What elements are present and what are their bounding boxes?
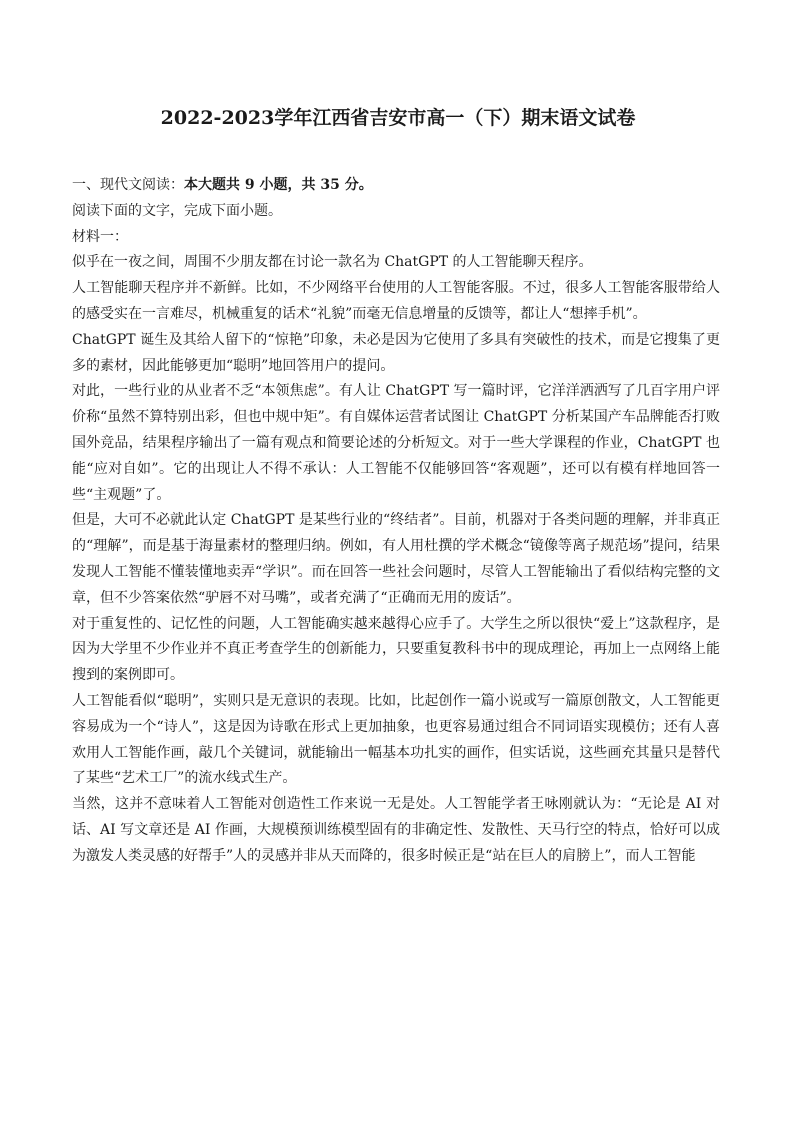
section-prefix: 一、现代文阅读： [72, 177, 184, 193]
document-body [72, 173, 720, 870]
paragraph: 人工智能看似“聪明”，实则只是无意识的表现。比如，比起创作一篇小说或写一篇原创散文，人工智能更容易成为一个“诗人”，这是因为诗歌在形式上更加抽象，也更容易通过组合不同词语实现模仿；还有人喜欢用人工智能作画，敲几个关键词，就能输出一幅基本功扎实的画作，但实话说，这些画充其量只是替代了某些“艺术工厂”的流水线式生产。 [72, 692, 720, 787]
paragraph: ChatGPT 诞生及其给人留下的“惊艳”印象，未必是因为它使用了多具有突破性的技术，而是它搜集了更多的素材，因此能够更加“聪明”地回答用户的提问。 [72, 331, 720, 374]
paragraph: 对此，一些行业的从业者不乏“本领焦虑”。有人让 ChatGPT 写一篇时评，它洋洋洒洒写了几百字用户评价称“虽然不算特别出彩，但也中规中矩”。有自媒体运营者试图让 ChatGPT 分析某国产车品牌能否打败国外竞品，结果程序输出了一篇有观点和简要论述的分析短文。对于一些大学课程的作业，ChatGPT 也能“应对自如”。它的出现让人不得不承认：人工智能不仅能够回答“客观题”，还可以有模有样地回答一些“主观题”了。 [72, 383, 720, 503]
paragraph: 当然，这并不意味着人工智能对创造性工作来说一无是处。人工智能学者王咏刚就认为：“无论是 AI 对话、AI 写文章还是 AI 作画，大规模预训练模型固有的非确定性、发散性、天马行空的特点，恰好可以成为激发人类灵感的好帮手”人的灵感并非从天而降的，很多时候正是“站在巨人的肩膀上”，而人工智能 [72, 796, 720, 864]
paragraph: 似乎在一夜之间，周围不少朋友都在讨论一款名为 ChatGPT 的人工智能聊天程序。 [72, 254, 593, 271]
paragraph: 但是，大可不必就此认定 ChatGPT 是某些行业的“终结者”。目前，机器对于各类问题的理解，并非真正的“理解”，而是基于海量素材的整理归纳。例如，有人用杜撰的学术概念“镜像等离子规范场”提问，结果发现人工智能不懂装懂地卖弄“学识”。而在回答一些社会问题时，尽管人工智能输出了看似结构完整的文章，但不少答案依然“驴唇不对马嘴”，或者充满了“正确而无用的废话”。 [72, 512, 720, 606]
page-title: 2022-2023学年江西省吉安市高一（下）期末语文试卷 [160, 107, 636, 129]
instruction-text: 阅读下面的文字，完成下面小题。 [72, 202, 282, 219]
material-label: 材料一： [72, 228, 128, 245]
paragraph: 人工智能聊天程序并不新鲜。比如，不少网络平台使用的人工智能客服。不过，很多人工智能客服带给人的感受实在一言难尽，机械重复的话术“礼貌”而毫无信息增量的反馈等，都让人“想摔手机”。 [72, 280, 720, 322]
paragraph: 对于重复性的、记忆性的问题，人工智能确实越来越得心应手了。大学生之所以很快“爱上”这款程序，是因为大学里不少作业并不真正考查学生的创新能力，只要重复教科书中的现成理论，再加上一点网络上能搜到的案例即可。 [72, 615, 720, 684]
section-detail: 本大题共 9 小题，共 35 分。 [184, 177, 373, 193]
section-heading [72, 173, 720, 199]
